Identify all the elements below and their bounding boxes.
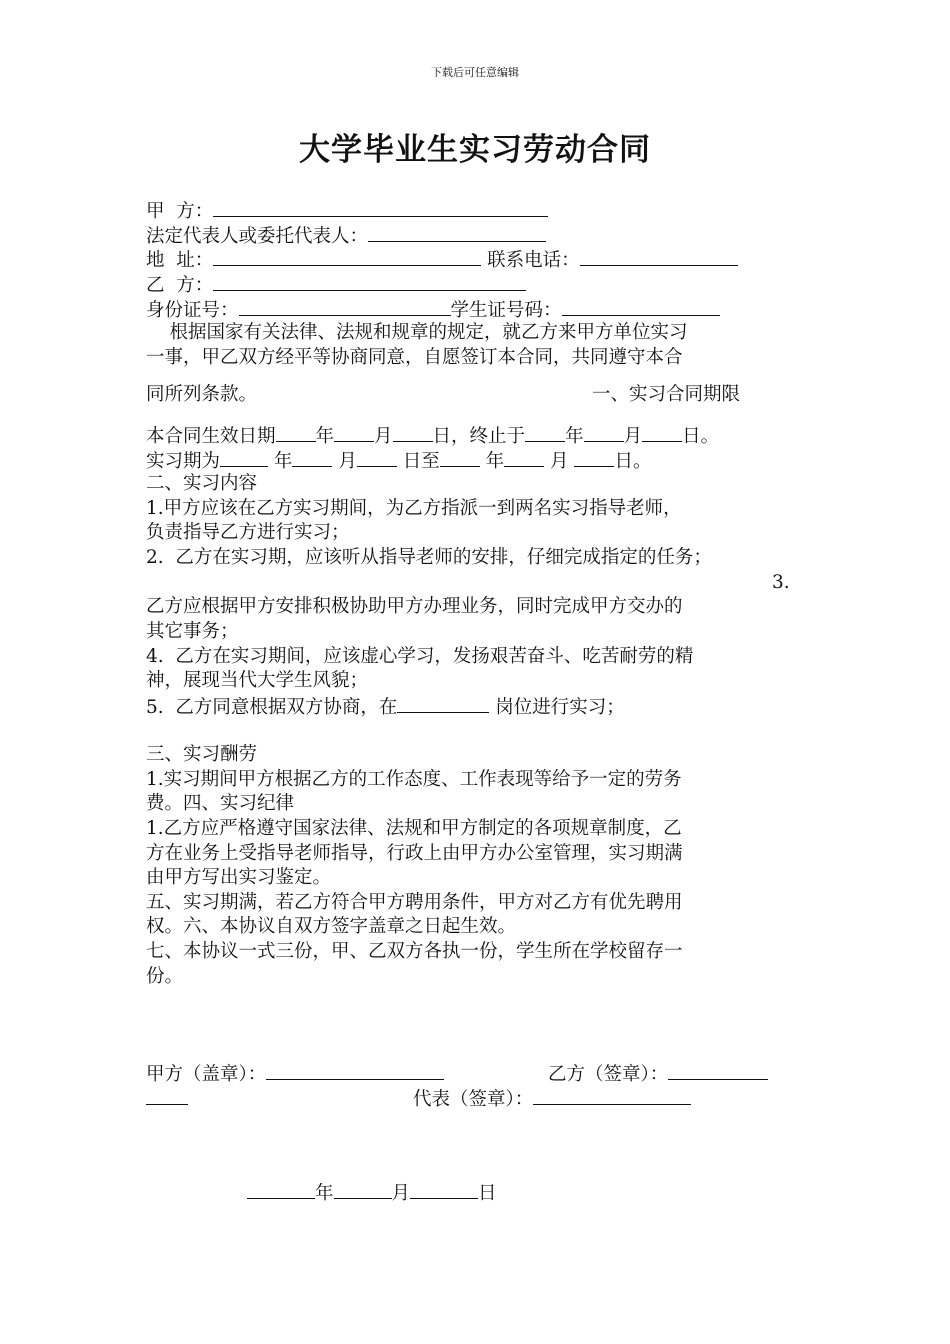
day-label: 日 <box>478 1183 497 1204</box>
clause-2-5-tail: 岗位进行实习； <box>489 697 625 718</box>
section-1-title: 一、实习合同期限 <box>592 384 741 405</box>
clause-7-line-2: 份。 <box>146 966 184 987</box>
rep-seal <box>413 1086 691 1112</box>
phone-label: 联系电话： <box>487 250 580 271</box>
clause-5-line-1: 五、实习期满，若乙方符合甲方聘用条件，甲方对乙方有优先聘用 <box>146 892 683 913</box>
header-note: 下载后可任意编辑 <box>431 66 519 79</box>
effective-date-label: 本合同生效日期 <box>146 426 276 447</box>
year-label: 年 <box>565 426 584 447</box>
clause-4-1-line-1: 1.乙方应严格遵守国家法律、法规和甲方制定的各项规章制度，乙 <box>146 818 682 839</box>
clause-2-3-line-1: 乙方应根据甲方安排积极协助甲方办理业务，同时完成甲方交办的 <box>146 596 683 617</box>
clause-7-line-1: 七、本协议一式三份，甲、乙双方各执一份，学生所在学校留存一 <box>146 941 683 962</box>
student-no-label: 学生证号码： <box>450 300 562 321</box>
party-b-blank[interactable] <box>213 272 526 291</box>
address-label: 地 址： <box>146 250 214 271</box>
end-day-blank[interactable] <box>642 423 682 442</box>
period-start-day-blank[interactable] <box>357 448 397 467</box>
clause-2-3-number: 3. <box>772 572 790 593</box>
clause-3-1-line-1: 1.实习期间甲方根据乙方的工作态度、工作表现等给予一定的劳务 <box>146 769 682 790</box>
clause-2-3-line-2: 其它事务； <box>146 621 239 642</box>
effective-date-row <box>146 423 719 449</box>
rep-seal-blank[interactable] <box>533 1086 691 1105</box>
month-label: 月 <box>550 451 569 472</box>
address-blank[interactable] <box>213 247 481 266</box>
party-a-row <box>146 198 548 224</box>
legal-rep-label: 法定代表人或委托代表人： <box>146 226 369 247</box>
end-date-label: 日，终止于 <box>432 426 526 447</box>
year-label: 年 <box>485 451 505 472</box>
document-title: 大学毕业生实习劳动合同 <box>299 132 651 168</box>
period-start-year-blank[interactable] <box>220 448 268 467</box>
legal-rep-row <box>146 223 546 249</box>
start-year-blank[interactable] <box>276 423 316 442</box>
clause-3-1-line-2: 费。四、实习纪律 <box>146 793 295 814</box>
year-label: 年 <box>315 1183 334 1204</box>
internship-period-row <box>146 448 651 474</box>
period-start-month-blank[interactable] <box>292 448 332 467</box>
month-label: 月 <box>374 426 393 447</box>
end-year-blank[interactable] <box>525 423 565 442</box>
party-a-seal <box>146 1061 444 1087</box>
party-a-blank[interactable] <box>213 198 548 217</box>
clause-2-2: 2. 乙方在实习期，应该听从指导老师的安排，仔细完成指定的任务； <box>146 547 712 568</box>
party-a-seal-blank[interactable] <box>266 1061 444 1080</box>
student-no-blank[interactable] <box>562 297 720 316</box>
party-b-seal-label: 乙方（签章）： <box>548 1064 669 1085</box>
id-label: 身份证号： <box>146 300 239 321</box>
start-day-blank[interactable] <box>393 423 433 442</box>
start-month-blank[interactable] <box>334 423 374 442</box>
clause-4-1-line-3: 由甲方写出实习鉴定。 <box>146 867 332 888</box>
section-2-title: 二、实习内容 <box>146 473 258 494</box>
period-end-year-blank[interactable] <box>440 448 480 467</box>
end-month-blank[interactable] <box>584 423 624 442</box>
party-a-label: 甲 方： <box>146 201 214 222</box>
period-end-day-blank[interactable] <box>574 448 614 467</box>
month-label: 月 <box>338 451 357 472</box>
party-a-seal-label: 甲方（盖章）： <box>146 1064 267 1085</box>
party-b-row <box>146 272 526 298</box>
sign-day-blank[interactable] <box>410 1180 478 1199</box>
preamble-line-3: 同所列条款。 <box>146 384 258 405</box>
period-end-month-blank[interactable] <box>504 448 544 467</box>
legal-rep-blank[interactable] <box>368 223 546 242</box>
day-label: 日。 <box>614 451 652 472</box>
position-blank[interactable] <box>397 694 489 713</box>
clause-2-5 <box>146 694 625 720</box>
rep-seal-label: 代表（签章）： <box>413 1089 534 1110</box>
month-label: 月 <box>623 426 643 447</box>
to-label: 日至 <box>402 451 440 472</box>
id-blank[interactable] <box>239 297 451 316</box>
party-b-seal-blank-cont[interactable] <box>146 1086 188 1105</box>
sign-month-blank[interactable] <box>334 1180 392 1199</box>
day-label: 日。 <box>682 426 720 447</box>
phone-blank[interactable] <box>580 247 738 266</box>
sign-date <box>247 1180 497 1206</box>
month-label: 月 <box>391 1183 411 1204</box>
section-3-title: 三、实习酬劳 <box>146 744 258 765</box>
id-row <box>146 297 720 323</box>
clause-2-4-line-1: 4. 乙方在实习期间，应该虚心学习，发扬艰苦奋斗、吃苦耐劳的精 <box>146 646 694 667</box>
year-label: 年 <box>273 451 293 472</box>
clause-5-line-2: 权。六、本协议自双方签字盖章之日起生效。 <box>146 916 517 937</box>
address-row <box>146 247 738 273</box>
clause-2-1-line-1: 1.甲方应该在乙方实习期间，为乙方指派一到两名实习指导老师， <box>146 498 682 519</box>
internship-period-label: 实习期为 <box>146 451 221 472</box>
year-label: 年 <box>315 426 335 447</box>
sign-year-blank[interactable] <box>247 1180 315 1199</box>
clause-2-1-line-2: 负责指导乙方进行实习； <box>146 522 350 543</box>
party-b-label: 乙 方： <box>146 275 214 296</box>
clause-4-1-line-2: 方在业务上受指导老师指导，行政上由甲方办公室管理，实习期满 <box>146 843 683 864</box>
clause-2-5-text: 5. 乙方同意根据双方协商，在 <box>146 697 398 718</box>
preamble-line-1: 根据国家有关法律、法规和规章的规定，就乙方来甲方单位实习 <box>146 322 688 343</box>
party-b-seal-blank[interactable] <box>668 1061 768 1080</box>
party-b-seal-continuation <box>146 1086 188 1112</box>
party-b-seal <box>548 1061 768 1087</box>
clause-2-4-line-2: 神，展现当代大学生风貌； <box>146 670 369 691</box>
preamble-line-2: 一事，甲乙双方经平等协商同意，自愿签订本合同，共同遵守本合 <box>146 347 683 368</box>
